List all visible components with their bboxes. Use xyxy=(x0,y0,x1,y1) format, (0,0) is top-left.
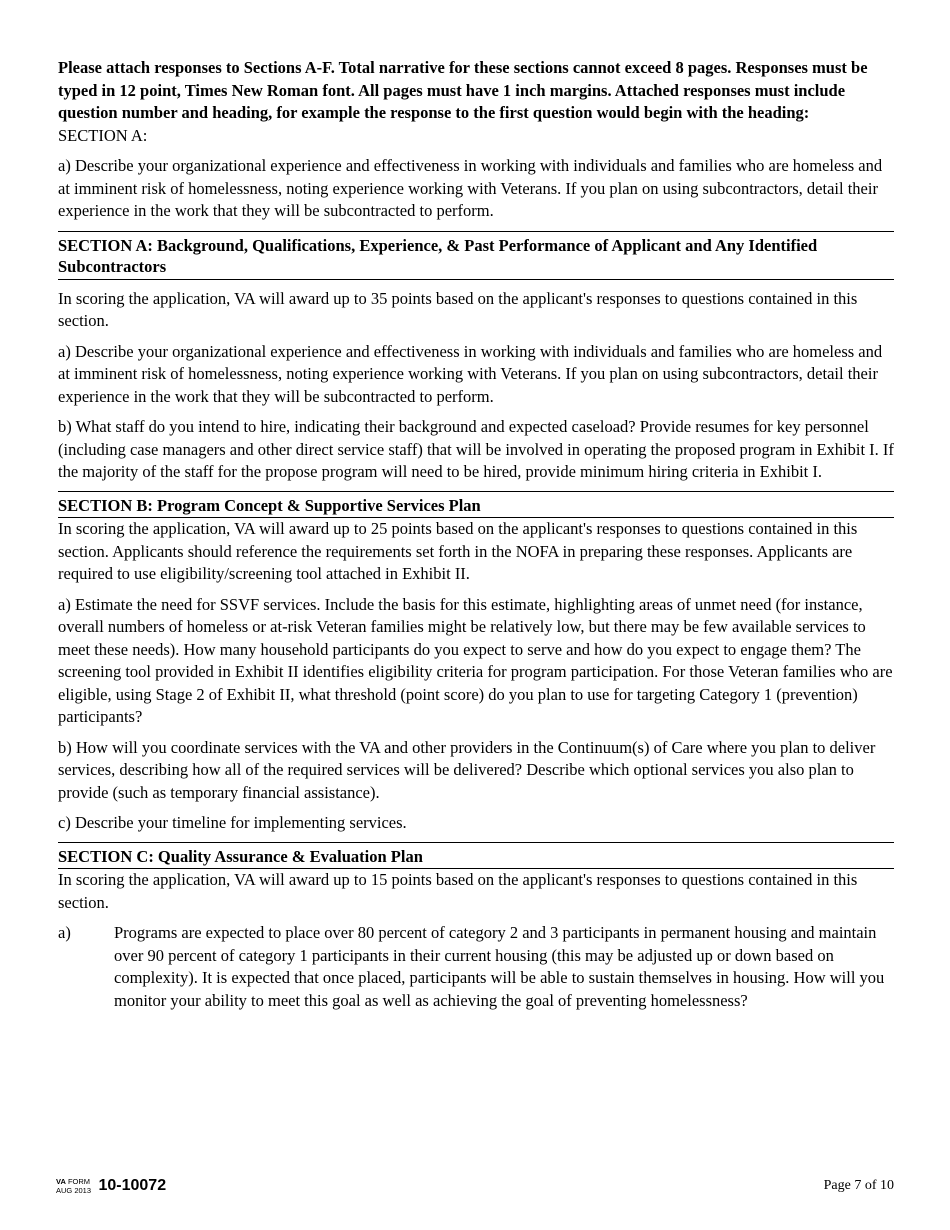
section-a-question-a: a) Describe your organizational experience and effectiveness in working with individuals and families who are homeless and at imminent risk of homelessness, noting experience working with Veterans. If you plan on using subcontractors, detail their experience in the work that they will be subcontracted to perform. xyxy=(58,341,883,406)
instructions: Please attach responses to Sections A-F. Total narrative for these sections cannot exceed 8 pages. Responses must be typed in 12 point, Times New Roman font. All pages must have 1 inch margins. Attached responses must include question number and heading, for example the response to the first question would begin with the heading: xyxy=(58,58,868,122)
list-text: Programs are expected to place over 80 percent of category 2 and 3 participants in permanent housing and maintain over 90 percent of category 1 participants in their current housing (this may be adjusted up or down based on complexity). It is expected that once placed, participants will be able to sustain themselves in housing. How will you monitor your ability to meet this goal as well as achieving the goal of preventing homelessness? xyxy=(114,923,885,1010)
example-question: a) Describe your organizational experience and effectiveness in working with individuals and families who are homeless and at imminent risk of homelessness, noting experience working with Veterans. If you plan on using subcontractors, detail their experience in the work that they will be subcontracted to perform. xyxy=(58,156,883,220)
list-marker: a) xyxy=(58,923,71,942)
section-a-scoring: In scoring the application, VA will award up to 35 points based on the applicant's responses to questions contained in this section. xyxy=(58,288,858,330)
section-c-scoring: In scoring the application, VA will award up to 15 points based on the applicant's responses to questions contained in this section. xyxy=(58,870,858,912)
divider xyxy=(58,279,894,280)
example-heading: SECTION A: xyxy=(58,125,148,145)
section-c-question-a xyxy=(58,922,894,1012)
form-identifier xyxy=(56,1177,166,1195)
section-b-question-a: a) Estimate the need for SSVF services. Include the basis for this estimate, highlighting areas of unmet need (for instance, overall numbers of homeless or at-risk Veteran families might be relatively low, but there may be few available services to meet these needs). How many household participants do you expect to serve and how do you expect to engage them? The screening tool provided in Exhibit II identifies eligibility criteria for program participation. For those Veteran families who are eligible, using Stage 2 of Exhibit II, what threshold (point score) do you plan to use for targeting Category 1 (prevention) participants? xyxy=(58,594,893,726)
section-b-question-c: c) Describe your timeline for implementing services. xyxy=(58,813,407,832)
section-c-heading: SECTION C: Quality Assurance & Evaluation Plan xyxy=(58,846,423,866)
form-label: VA FORM AUG 2013 xyxy=(56,1177,92,1195)
form-number: 10-10072 xyxy=(98,1177,167,1194)
document-page xyxy=(58,57,894,1012)
section-b-scoring: In scoring the application, VA will award up to 25 points based on the applicant's responses to questions contained in this section. Applicants should reference the requirements set forth in the NOFA in preparing these responses. Applicants are required to use eligibility/screening tool attached in Exhibit II. xyxy=(58,519,858,583)
page-footer xyxy=(56,1174,894,1198)
page-number: Page 7 of 10 xyxy=(823,1178,894,1193)
section-b-question-b: b) How will you coordinate services with the VA and other providers in the Continuum(s) of Care where you plan to deliver services, describing how all of the required services will be delivered? Describe which optional services you also plan to provide (such as temporary financial assistance). xyxy=(58,737,876,802)
section-a-heading: SECTION A: Background, Qualifications, Experience, & Past Performance of Applicant and Any Identified Subcontractors xyxy=(58,235,818,276)
section-b-heading: SECTION B: Program Concept & Supportive Services Plan xyxy=(58,495,481,515)
section-a-question-b: b) What staff do you intend to hire, indicating their background and expected caseload? Provide resumes for key personnel (including case managers and other direct service staff) that will be involved in operating the proposed program in Exhibit I. If the majority of the staff for the propose program will need to be hired, provide minimum hiring criteria in Exhibit I. xyxy=(58,417,894,481)
form-date: AUG 2013 xyxy=(56,1186,92,1195)
